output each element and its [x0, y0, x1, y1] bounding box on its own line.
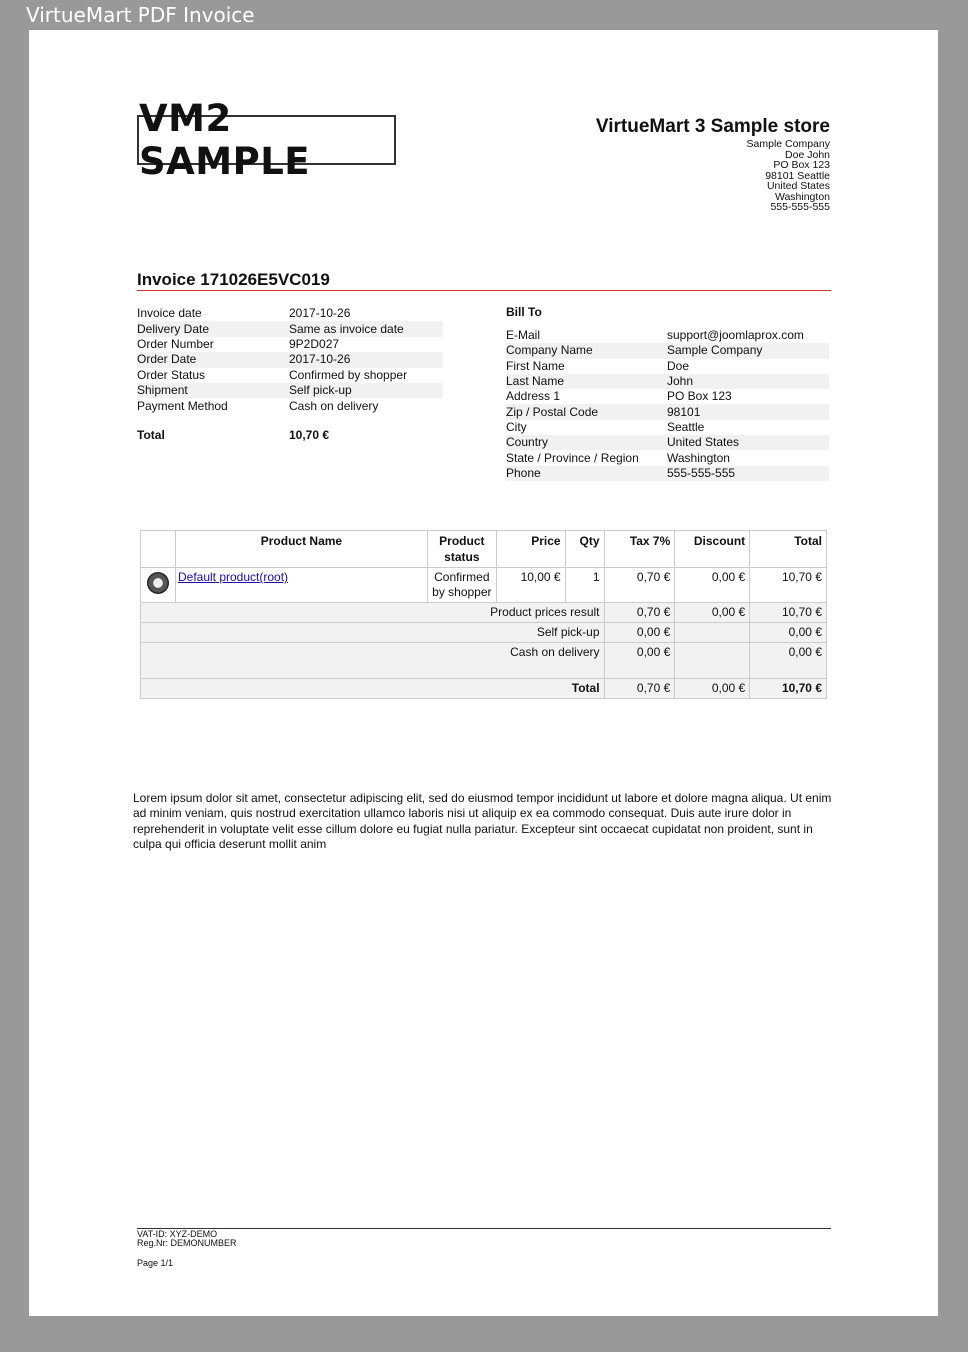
bill-to-row — [506, 420, 829, 435]
grand-total-row — [141, 679, 827, 699]
order-info-label: Shipment — [137, 383, 289, 398]
items-header-row — [141, 531, 827, 568]
window-title: VirtueMart PDF Invoice — [26, 3, 255, 27]
reg-number: Reg.Nr: DEMONUMBER — [137, 1238, 237, 1248]
bill-to-label: Phone — [506, 466, 667, 481]
summary-label: Cash on delivery — [141, 643, 605, 679]
order-info-row — [137, 321, 443, 336]
order-total-label: Total — [137, 427, 165, 442]
summary-label: Self pick-up — [141, 623, 605, 643]
order-info-label: Payment Method — [137, 398, 228, 413]
summary-tax: 0,00 € — [604, 643, 675, 679]
summary-row — [141, 623, 827, 643]
summary-tax: 0,00 € — [604, 623, 675, 643]
bill-to-value: Sample Company — [667, 343, 829, 358]
bill-to-label: State / Province / Region — [506, 450, 639, 465]
bill-to-row — [506, 389, 829, 404]
grand-total-label: Total — [141, 679, 605, 699]
store-line: 555-555-555 — [770, 201, 830, 213]
summary-label: Product prices result — [141, 603, 605, 623]
store-name: VirtueMart 3 Sample store — [595, 116, 830, 137]
vat-id: VAT-ID: XYZ-DEMO — [137, 1229, 218, 1239]
tax-header: Tax 7% — [604, 531, 675, 568]
bill-to-value: Washington — [667, 450, 730, 465]
watch-icon — [147, 572, 169, 594]
summary-tax: 0,70 € — [604, 603, 675, 623]
bill-to-row — [506, 343, 829, 358]
footer-divider — [137, 1228, 831, 1229]
bill-to-value: 555-555-555 — [667, 466, 829, 481]
store-line: 98101 Seattle — [765, 169, 830, 182]
summary-row — [141, 643, 827, 679]
order-info-label: Invoice date — [137, 306, 202, 321]
bill-to-label: Last Name — [506, 374, 667, 389]
qty-cell: 1 — [565, 568, 604, 603]
image-column-header — [141, 531, 176, 568]
bill-to-label: E-Mail — [506, 328, 541, 343]
bill-to-heading: Bill To — [506, 305, 542, 319]
discount-header: Discount — [675, 531, 750, 568]
grand-total-discount: 0,00 € — [675, 679, 750, 699]
bill-to-label: Address 1 — [506, 389, 561, 404]
order-info-value: 9P2D027 — [289, 336, 340, 351]
store-line: PO Box 123 — [773, 159, 830, 171]
order-info-value: 2017-10-26 — [289, 306, 351, 321]
summary-discount: 0,00 € — [675, 603, 750, 623]
invoice-page — [29, 30, 938, 1316]
order-info-value: Same as invoice date — [289, 321, 443, 336]
order-info-value: 2017-10-26 — [289, 352, 443, 367]
order-info-row — [137, 368, 443, 383]
product-thumbnail — [141, 568, 176, 603]
bill-to-row — [506, 328, 829, 343]
bill-to-row — [506, 466, 829, 481]
order-info-row — [137, 383, 443, 398]
bill-to-table — [506, 328, 829, 481]
invoice-note: Lorem ipsum dolor sit amet, consectetur adipiscing elit, sed do eiusmod tempor incididunt ut labore et dolore magna aliqua. Ut enim ad minim veniam, quis nostrud exercitation ullamco laboris nisi ut aliquip ex ea commodo consequat. Duis aute irure dolor in reprehenderit in voluptate velit esse cillum dolore eu fugiat nulla pariatur. Excepteur sint occaecat cupidatat non proident, sunt in culpa qui officia deserunt mollit anim — [133, 791, 832, 851]
total-cell: 10,70 € — [750, 568, 827, 603]
product-name-header: Product Name — [175, 531, 427, 568]
bill-to-label: City — [506, 419, 527, 434]
summary-total: 0,00 € — [750, 623, 827, 643]
bill-to-row — [506, 374, 829, 389]
line-items-table — [140, 530, 827, 699]
bill-to-row — [506, 404, 829, 419]
order-info-value: Cash on delivery — [289, 398, 379, 413]
order-info-label: Order Date — [137, 352, 289, 367]
bill-to-label: Company Name — [506, 343, 667, 358]
summary-discount — [675, 643, 750, 679]
order-info-value: Confirmed by shopper — [289, 367, 408, 382]
title-divider — [137, 290, 831, 291]
bill-to-value: Seattle — [667, 419, 705, 434]
store-address — [596, 116, 830, 213]
summary-total: 0,00 € — [750, 643, 827, 679]
order-info-row — [137, 352, 443, 367]
bill-to-label: Country — [506, 435, 667, 450]
product-status-cell: Confirmed by shopper — [427, 568, 496, 603]
store-line: Sample Company — [746, 138, 830, 150]
bill-to-value: Doe — [667, 358, 690, 373]
order-total-row — [137, 414, 443, 443]
qty-header: Qty — [565, 531, 604, 568]
store-line: Washington — [774, 190, 830, 203]
order-info-row — [137, 398, 443, 413]
total-header: Total — [750, 531, 827, 568]
footer-legal — [137, 1230, 237, 1248]
order-total-value: 10,70 € — [289, 427, 330, 442]
bill-to-value: 98101 — [667, 404, 829, 419]
price-header: Price — [496, 531, 565, 568]
summary-discount — [675, 623, 750, 643]
order-info-label: Order Number — [137, 336, 214, 351]
summary-total: 10,70 € — [750, 603, 827, 623]
bill-to-value: PO Box 123 — [667, 389, 732, 404]
table-row — [141, 568, 827, 603]
tax-cell: 0,70 € — [604, 568, 675, 603]
grand-total-value: 10,70 € — [750, 679, 827, 699]
product-status-header: Product status — [427, 531, 496, 568]
page-number: Page 1/1 — [137, 1258, 174, 1268]
store-line: Doe John — [785, 148, 830, 161]
store-logo — [137, 97, 396, 183]
grand-total-tax: 0,70 € — [604, 679, 675, 699]
product-link[interactable]: Default product(root) — [177, 570, 289, 584]
store-line: United States — [766, 180, 830, 192]
order-info-label: Order Status — [137, 367, 206, 382]
discount-cell: 0,00 € — [675, 568, 750, 603]
bill-to-label: First Name — [506, 358, 565, 373]
bill-to-value: support@joomlaprox.com — [667, 328, 804, 343]
bill-to-row — [506, 435, 829, 450]
bill-to-label: Zip / Postal Code — [506, 404, 667, 419]
order-info-table — [137, 306, 443, 443]
bill-to-value: United States — [667, 435, 829, 450]
logo-text: VM2 SAMPLE — [139, 97, 311, 183]
bill-to-row — [506, 450, 829, 465]
order-info-value: Self pick-up — [289, 383, 443, 398]
summary-row — [141, 603, 827, 623]
bill-to-value: John — [667, 374, 829, 389]
product-name-cell — [175, 568, 427, 603]
order-info-row — [137, 337, 443, 352]
invoice-title: Invoice 171026E5VC019 — [137, 270, 330, 289]
price-cell: 10,00 € — [496, 568, 565, 603]
order-info-row — [137, 306, 443, 321]
order-info-label: Delivery Date — [137, 321, 289, 336]
bill-to-row — [506, 359, 829, 374]
